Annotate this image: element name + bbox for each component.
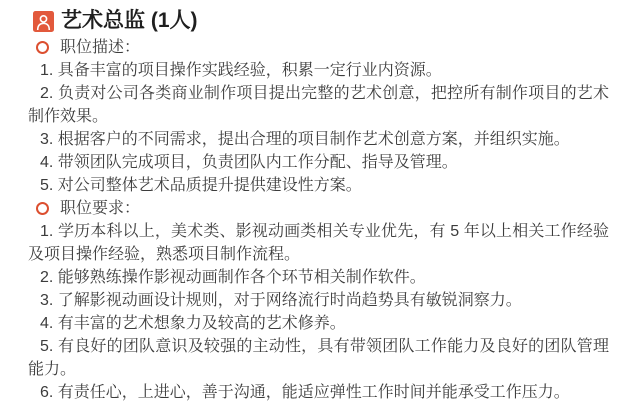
section-heading-row <box>36 197 631 220</box>
job-requirement-item: 1. 学历本科以上，美术类、影视动画类相关专业优先，有 5 年以上相关工作经验及项目操作经验，熟悉项目制作流程。 <box>28 223 609 263</box>
job-description-item: 3. 根据客户的不同需求，提出合理的项目制作艺术创意方案，并组织实施。 <box>40 131 570 148</box>
circle-bullet-icon <box>36 41 49 54</box>
job-description-item: 1. 具备丰富的项目操作实践经验，积累一定行业内资源。 <box>40 62 442 79</box>
job-requirement-item: 5. 有良好的团队意识及较强的主动性，具有带领团队工作能力及良好的团队管理能力。 <box>28 338 609 378</box>
job-title-row <box>33 8 631 34</box>
section-heading: 职位要求： <box>60 200 141 217</box>
section-heading: 职位描述： <box>60 39 141 56</box>
user-icon <box>33 11 54 32</box>
job-requirement-item: 3. 了解影视动画设计规则，对于网络流行时尚趋势具有敏锐洞察力。 <box>40 292 522 309</box>
job-requirement-item: 4. 有丰富的艺术想象力及较高的艺术修养。 <box>40 315 346 332</box>
section-heading-row <box>36 36 631 59</box>
job-description-item: 4. 带领团队完成项目，负责团队内工作分配、指导及管理。 <box>40 154 458 171</box>
job-description-item: 5. 对公司整体艺术品质提升提供建设性方案。 <box>40 177 362 194</box>
section-job-requirements <box>0 197 631 404</box>
job-description-item: 2. 负责对公司各类商业制作项目提出完整的艺术创意，把控所有制作项目的艺术制作效果。 <box>28 85 609 125</box>
job-requirement-item: 2. 能够熟练操作影视动画制作各个环节相关制作软件。 <box>40 269 426 286</box>
job-requirement-item: 6. 有责任心，上进心，善于沟通，能适应弹性工作时间并能承受工作压力。 <box>40 384 570 401</box>
circle-bullet-icon <box>36 202 49 215</box>
section-job-description <box>0 36 631 197</box>
page-title: 艺术总监 (1人) <box>61 9 198 32</box>
